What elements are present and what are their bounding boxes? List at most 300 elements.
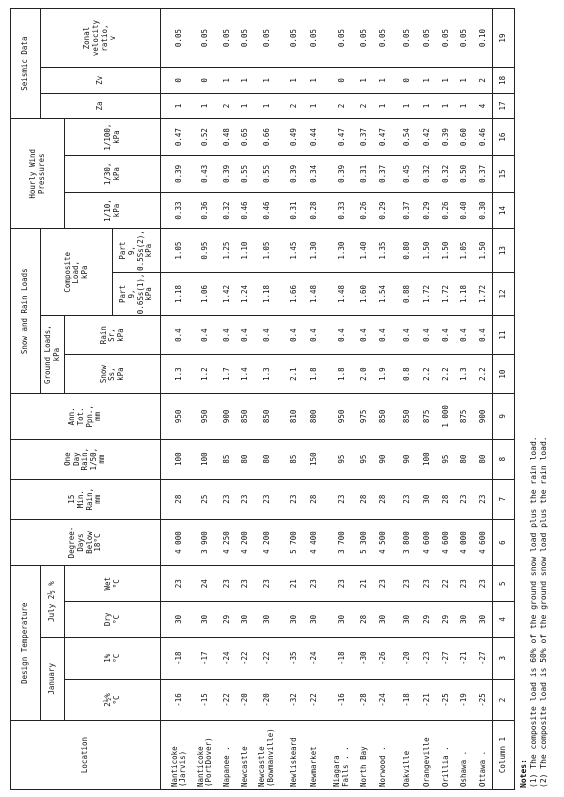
cell-w10: 0.30 [474,192,493,229]
cell-za: 1 [437,93,456,119]
cell-ppn: 875 [455,394,474,440]
cell-ppn: 850 [392,394,418,440]
column-number: 12 [493,272,515,315]
cell-sr: 0.4 [236,316,255,355]
cell-r1d: 95 [324,439,356,479]
cell-zv: 2 [474,68,493,94]
cell-jan1: -20 [392,637,418,679]
cell-zv: 1 [455,68,474,94]
cell-ss: 1.4 [236,355,255,394]
cell-jan1: -23 [418,637,437,679]
cell-jan25: -19 [455,679,474,720]
cell-c2: 1.50 [418,229,437,272]
cell-dry: 30 [255,602,280,638]
cell-r1d: 85 [279,439,305,479]
cell-jan25: -32 [279,679,305,720]
cell-jan25: -22 [218,679,237,720]
cell-ppn: 875 [418,394,437,440]
cell-ss: 1.7 [218,355,237,394]
cell-c2: 1.10 [236,229,255,272]
cell-location: Norwood . [374,721,393,790]
cell-v: 0.10 [474,9,493,68]
cell-w100: 0.66 [255,119,280,156]
cell-c2: 1.35 [374,229,393,272]
table-row [437,9,456,790]
header-15min-rain: 15 Min. Rain, mm [11,479,161,519]
cell-dd: 4 200 [255,519,280,566]
cell-c1: 1.72 [418,272,437,315]
cell-wet: 21 [355,566,374,602]
cell-v: 0.05 [418,9,437,68]
cell-w10: 0.29 [374,192,393,229]
column-number: 9 [493,394,515,440]
table-row [161,9,193,790]
cell-za: 1 [193,93,218,119]
cell-r15: 28 [305,479,324,519]
column-number: 18 [493,68,515,94]
cell-r1d: 100 [193,439,218,479]
table-row [255,9,280,790]
cell-jan1: -18 [324,637,356,679]
cell-c2: 1.30 [305,229,324,272]
cell-w30: 0.32 [437,155,456,192]
cell-zv: 1 [255,68,280,94]
cell-w100: 0.42 [418,119,437,156]
cell-w10: 0.46 [236,192,255,229]
cell-dd: 3 800 [392,519,418,566]
header-za: Za [41,93,161,119]
column-number: 19 [493,9,515,68]
cell-wet: 23 [455,566,474,602]
cell-dry: 30 [324,602,356,638]
cell-w10: 0.33 [161,192,193,229]
cell-zv: 0 [324,68,356,94]
cell-r15: 23 [218,479,237,519]
cell-location: Niagara Falls . . [324,721,356,790]
cell-r1d: 90 [392,439,418,479]
cell-w100: 0.47 [324,119,356,156]
cell-c1: 1.24 [236,272,255,315]
note-2: (2) The composite load is 50% of the ground snow load plus the rain load. [539,436,548,788]
cell-jan25: -25 [474,679,493,720]
cell-za: 2 [324,93,356,119]
header-wind-1-10: 1/10, kPa [65,192,161,229]
cell-zv: 1 [437,68,456,94]
cell-w10: 0.29 [418,192,437,229]
cell-w10: 0.33 [324,192,356,229]
cell-ppn: 850 [236,394,255,440]
cell-wet: 23 [392,566,418,602]
cell-c2: 1.05 [161,229,193,272]
cell-r15: 28 [161,479,193,519]
cell-zv: 0 [392,68,418,94]
cell-sr: 0.4 [474,316,493,355]
header-july-dry: Dry °C [65,602,161,638]
cell-r1d: 80 [236,439,255,479]
cell-w30: 0.31 [355,155,374,192]
cell-zv: 1 [218,68,237,94]
cell-jan25: -15 [193,679,218,720]
column-number: 5 [493,566,515,602]
cell-c1: 1.60 [355,272,374,315]
cell-wet: 23 [255,566,280,602]
cell-r15: 23 [474,479,493,519]
cell-jan1: -17 [193,637,218,679]
cell-w30: 0.39 [279,155,305,192]
cell-v: 0.05 [374,9,393,68]
header-july-wet: Wet °C [65,566,161,602]
cell-dry: 30 [279,602,305,638]
cell-w10: 0.26 [437,192,456,229]
cell-sr: 0.4 [355,316,374,355]
cell-r1d: 85 [218,439,237,479]
cell-za: 1 [255,93,280,119]
table-row [392,9,418,790]
cell-jan25: -20 [236,679,255,720]
cell-sr: 0.4 [374,316,393,355]
cell-zv: 0 [193,68,218,94]
cell-sr: 0.4 [455,316,474,355]
cell-wet: 21 [279,566,305,602]
column-number: 13 [493,229,515,272]
cell-w30: 0.45 [392,155,418,192]
column-number: 10 [493,355,515,394]
cell-ss: 1.3 [161,355,193,394]
cell-r15: 28 [355,479,374,519]
cell-v: 0.05 [161,9,193,68]
cell-location: Orillia . [437,721,456,790]
cell-w10: 0.28 [305,192,324,229]
cell-ss: 2.1 [279,355,305,394]
column-number: 7 [493,479,515,519]
cell-ppn: 1 000 [437,394,456,440]
header-ground-loads: Ground Loads, kPa [41,316,65,394]
header-hourly-wind: Hourly Wind Pressures [11,119,65,229]
cell-ss: 1.8 [305,355,324,394]
cell-c1: 1.48 [305,272,324,315]
cell-w100: 0.52 [193,119,218,156]
cell-w100: 0.46 [474,119,493,156]
cell-v: 0.05 [305,9,324,68]
cell-location: Nanticoke (Jarvis) [161,721,193,790]
cell-w30: 0.39 [324,155,356,192]
cell-w30: 0.37 [374,155,393,192]
column-number: 8 [493,439,515,479]
cell-jan1: -24 [305,637,324,679]
cell-dd: 4 600 [474,519,493,566]
cell-c2: 0.80 [392,229,418,272]
cell-wet: 22 [437,566,456,602]
cell-ppn: 950 [193,394,218,440]
cell-dry: 29 [437,602,456,638]
header-degree-days: Degree- Days Below 18°C [11,519,161,566]
cell-dd: 4 000 [161,519,193,566]
cell-c1: 1.66 [279,272,305,315]
cell-r15: 23 [455,479,474,519]
cell-w30: 0.34 [305,155,324,192]
cell-ppn: 810 [279,394,305,440]
note-1: (1) The composite load is 60% of the ground snow load plus the rain load. [529,436,538,788]
header-july: July 2½ % [41,566,65,637]
cell-r1d: 100 [418,439,437,479]
cell-za: 1 [418,93,437,119]
header-jan-2-5: 2½% °C [65,679,161,720]
cell-za: 2 [218,93,237,119]
cell-jan1: -30 [355,637,374,679]
cell-c2: 1.25 [218,229,237,272]
header-wind-1-100: 1/100, kPa [65,119,161,156]
cell-ppn: 975 [355,394,374,440]
cell-w100: 0.60 [455,119,474,156]
cell-w30: 0.50 [455,155,474,192]
cell-sr: 0.4 [255,316,280,355]
table-row [305,9,324,790]
cell-sr: 0.4 [418,316,437,355]
header-wind-1-30: 1/30, kPa [65,155,161,192]
notes [519,8,549,788]
column-number: 2 [493,679,515,720]
column-number: 17 [493,93,515,119]
cell-v: 0.05 [255,9,280,68]
cell-ppn: 950 [161,394,193,440]
table-body [161,9,515,790]
cell-c2: 1.05 [455,229,474,272]
cell-r1d: 100 [161,439,193,479]
cell-c1: 1.18 [161,272,193,315]
cell-jan25: -22 [305,679,324,720]
table-row [455,9,474,790]
cell-jan25: -21 [418,679,437,720]
header-composite-part9-06: Part 9, 0.6Ss(1), kPa [113,272,161,315]
cell-ss: 2.0 [355,355,374,394]
cell-za: 2 [279,93,305,119]
cell-v: 0.05 [279,9,305,68]
cell-ppn: 900 [474,394,493,440]
cell-jan1: -22 [255,637,280,679]
cell-jan25: -18 [392,679,418,720]
cell-dry: 30 [161,602,193,638]
cell-wet: 23 [474,566,493,602]
cell-dd: 3 900 [193,519,218,566]
header-annual-precipitation: Ann. Tot. Ppn., mm [11,394,161,440]
cell-dd: 4 250 [218,519,237,566]
cell-r1d: 90 [374,439,393,479]
cell-location: Ottawa . [474,721,493,790]
header-january: January [41,637,65,720]
cell-w100: 0.37 [355,119,374,156]
cell-wet: 23 [374,566,393,602]
cell-dry: 29 [418,602,437,638]
cell-location: North Bay [355,721,374,790]
cell-ss: 1.3 [455,355,474,394]
cell-jan1: -22 [236,637,255,679]
table-row [236,9,255,790]
cell-w100: 0.47 [161,119,193,156]
column-number: 6 [493,519,515,566]
cell-jan25: -24 [374,679,393,720]
cell-r1d: 80 [455,439,474,479]
table-row [193,9,218,790]
cell-dry: 30 [474,602,493,638]
cell-jan25: -16 [324,679,356,720]
header-composite-load: Composite Load, kPa [41,229,113,316]
header-composite-part9-05: Part 9, 0.5Ss(2), kPa [113,229,161,272]
cell-c1: 1.06 [193,272,218,315]
cell-v: 0.05 [193,9,218,68]
cell-ss: 1.8 [324,355,356,394]
cell-jan1: -24 [218,637,237,679]
cell-w30: 0.43 [193,155,218,192]
cell-zv: 1 [374,68,393,94]
cell-jan1: -26 [374,637,393,679]
cell-ppn: 850 [374,394,393,440]
cell-w10: 0.26 [355,192,374,229]
column-number: 14 [493,192,515,229]
cell-v: 0.05 [392,9,418,68]
cell-ss: 0.8 [392,355,418,394]
cell-v: 0.05 [437,9,456,68]
column-number-row [493,9,515,790]
cell-w30: 0.39 [161,155,193,192]
cell-c1: 1.54 [374,272,393,315]
cell-ss: 1.9 [374,355,393,394]
cell-v: 0.05 [355,9,374,68]
cell-ss: 2.2 [418,355,437,394]
cell-v: 0.05 [324,9,356,68]
cell-c2: 1.50 [474,229,493,272]
cell-jan1: -21 [455,637,474,679]
header-zv: Zv [41,68,161,94]
cell-w10: 0.32 [218,192,237,229]
cell-za: 2 [355,93,374,119]
table-row [324,9,356,790]
cell-w30: 0.32 [418,155,437,192]
table-row [474,9,493,790]
cell-jan1: -18 [161,637,193,679]
cell-sr: 0.4 [324,316,356,355]
cell-ss: 2.2 [437,355,456,394]
cell-c2: 1.45 [279,229,305,272]
cell-dd: 5 700 [279,519,305,566]
cell-w30: 0.55 [236,155,255,192]
cell-zv: 1 [305,68,324,94]
header-snow-rain-loads: Snow and Rain Loads [11,229,41,394]
cell-r15: 23 [392,479,418,519]
cell-location: Newliskeard [279,721,305,790]
cell-dry: 30 [392,602,418,638]
cell-r15: 30 [418,479,437,519]
cell-v: 0.05 [218,9,237,68]
cell-location: Oshawa . [455,721,474,790]
cell-w100: 0.65 [236,119,255,156]
cell-r1d: 80 [474,439,493,479]
cell-jan25: -28 [355,679,374,720]
cell-r15: 28 [437,479,456,519]
cell-dd: 4 600 [437,519,456,566]
column-number: Column 1 [493,721,515,790]
cell-wet: 23 [305,566,324,602]
cell-r1d: 95 [355,439,374,479]
cell-c1: 1.42 [218,272,237,315]
cell-c2: 1.05 [255,229,280,272]
table-row [355,9,374,790]
climate-data-table [10,8,515,790]
cell-c1: 1.18 [255,272,280,315]
cell-wet: 23 [324,566,356,602]
cell-c1: 1.72 [474,272,493,315]
cell-w30: 0.55 [255,155,280,192]
cell-jan1: -27 [437,637,456,679]
cell-r15: 23 [236,479,255,519]
cell-dry: 30 [236,602,255,638]
cell-r15: 28 [374,479,393,519]
cell-dry: 30 [374,602,393,638]
cell-za: 1 [374,93,393,119]
header-seismic: Seismic Data [11,9,41,119]
cell-r15: 23 [279,479,305,519]
cell-wet: 24 [193,566,218,602]
cell-sr: 0.4 [193,316,218,355]
cell-ppn: 850 [255,394,280,440]
cell-dry: 30 [193,602,218,638]
table-row [279,9,305,790]
cell-ppn: 900 [218,394,237,440]
cell-r1d: 150 [305,439,324,479]
table-row [374,9,393,790]
cell-za: 1 [236,93,255,119]
cell-wet: 23 [218,566,237,602]
cell-dd: 3 700 [324,519,356,566]
column-number: 4 [493,602,515,638]
column-number: 15 [493,155,515,192]
column-number: 16 [493,119,515,156]
cell-location: Napanee . [218,721,237,790]
table-row [418,9,437,790]
cell-ppn: 800 [305,394,324,440]
cell-location: Orangeville [418,721,437,790]
cell-sr: 0.4 [305,316,324,355]
cell-sr: 0.4 [437,316,456,355]
cell-c2: 1.50 [437,229,456,272]
cell-w100: 0.44 [305,119,324,156]
column-number: 11 [493,316,515,355]
cell-dd: 4 500 [374,519,393,566]
cell-r15: 23 [255,479,280,519]
cell-zv: 1 [236,68,255,94]
cell-dd: 5 300 [355,519,374,566]
cell-dd: 4 200 [236,519,255,566]
cell-zv: 1 [279,68,305,94]
cell-v: 0.05 [236,9,255,68]
notes-title: Notes: [519,759,528,788]
cell-jan25: -25 [437,679,456,720]
cell-zv: 1 [355,68,374,94]
cell-c1: 0.88 [392,272,418,315]
cell-sr: 0.4 [279,316,305,355]
cell-r15: 25 [193,479,218,519]
cell-location: Newcastle (Bowmanville) [255,721,280,790]
cell-c2: 1.30 [324,229,356,272]
cell-w100: 0.54 [392,119,418,156]
column-number: 3 [493,637,515,679]
cell-dry: 30 [305,602,324,638]
header-snow-ss: Snow Ss, kPa [65,355,161,394]
cell-w100: 0.48 [218,119,237,156]
cell-jan25: -16 [161,679,193,720]
cell-za: 4 [474,93,493,119]
cell-za: 1 [392,93,418,119]
cell-jan25: -20 [255,679,280,720]
